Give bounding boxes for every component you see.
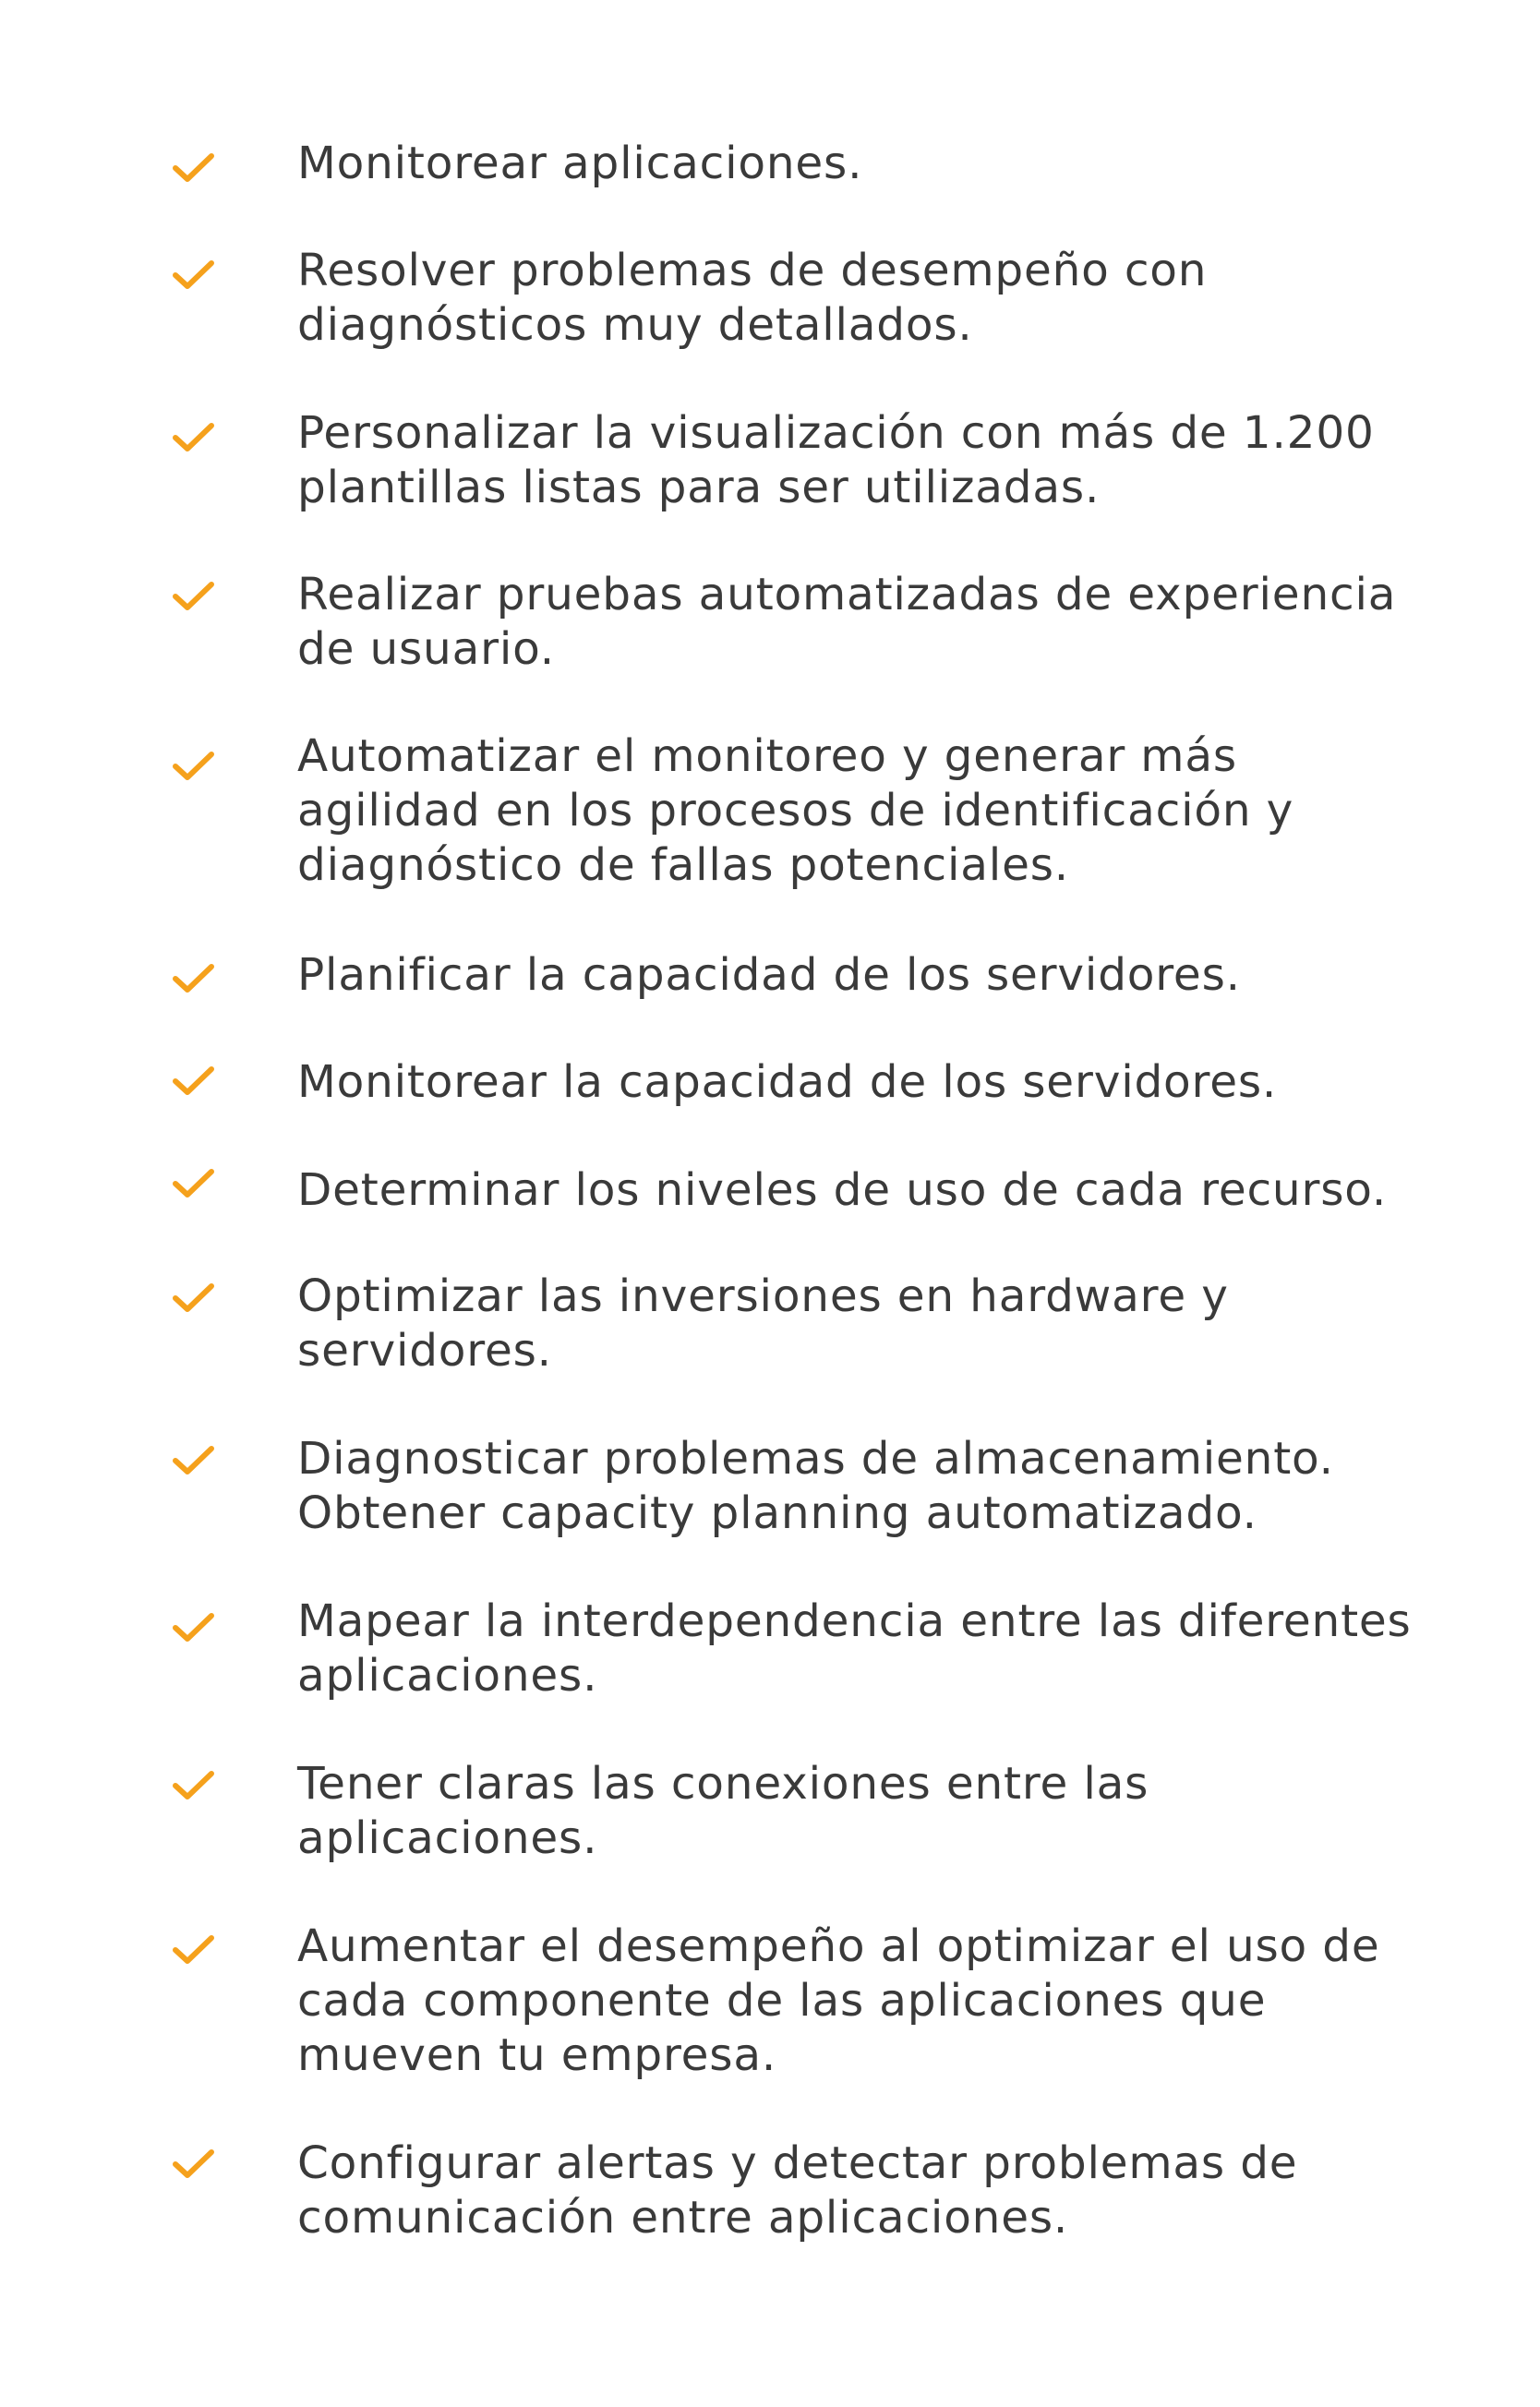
checkmark-icon — [170, 578, 218, 615]
checkmark-icon — [170, 748, 218, 785]
checkmark-icon — [170, 1932, 218, 1968]
checkmark-icon — [170, 1280, 218, 1317]
list-item-text: Realizar pruebas automatizadas de experiencia de usuario. — [297, 569, 1397, 675]
checkmark-icon — [170, 150, 218, 187]
checkmark-icon — [170, 257, 218, 294]
list-item-text: Optimizar las inversiones en hardware y servidores. — [297, 1270, 1229, 1377]
list-item-text: Monitorear aplicaciones. — [297, 138, 863, 189]
list-item-text: Diagnosticar problemas de almacenamiento. Obtener capacity planning automatizado. — [297, 1433, 1334, 1539]
list-item-text: Personalizar la visualización con más de 1.200 plantillas listas para ser utilizadas. — [297, 407, 1375, 513]
checkmark-icon — [170, 1442, 218, 1479]
list-item-text: Monitorear la capacidad de los servidores. — [297, 1056, 1278, 1108]
list-item-text: Mapear la interdependencia entre las diferentes aplicaciones. — [297, 1595, 1412, 1702]
checkmark-icon — [170, 419, 218, 456]
checkmark-icon — [170, 1165, 218, 1202]
checkmark-icon — [170, 2146, 218, 2183]
checkmark-icon — [170, 1767, 218, 1804]
checkmark-icon — [170, 960, 218, 997]
list-item-text: Automatizar el monitoreo y generar más agilidad en los procesos de identificación y diagnóstico de fallas potenciales. — [297, 730, 1294, 891]
list-item-text: Determinar los niveles de uso de cada recurso. — [297, 1164, 1388, 1216]
list-item-text: Aumentar el desempeño al optimizar el uso de cada componente de las aplicaciones que mueven tu empresa. — [297, 1920, 1380, 2081]
list-item-text: Resolver problemas de desempeño con diagnósticos muy detallados. — [297, 245, 1208, 351]
list-item-text: Configurar alertas y detectar problemas de comunicación entre aplicaciones. — [297, 2137, 1298, 2244]
checkmark-icon — [170, 1063, 218, 1100]
list-item-text: Planificar la capacidad de los servidores. — [297, 949, 1241, 1001]
checkmark-icon — [170, 1609, 218, 1646]
list-item-text: Tener claras las conexiones entre las aplicaciones. — [297, 1758, 1149, 1864]
